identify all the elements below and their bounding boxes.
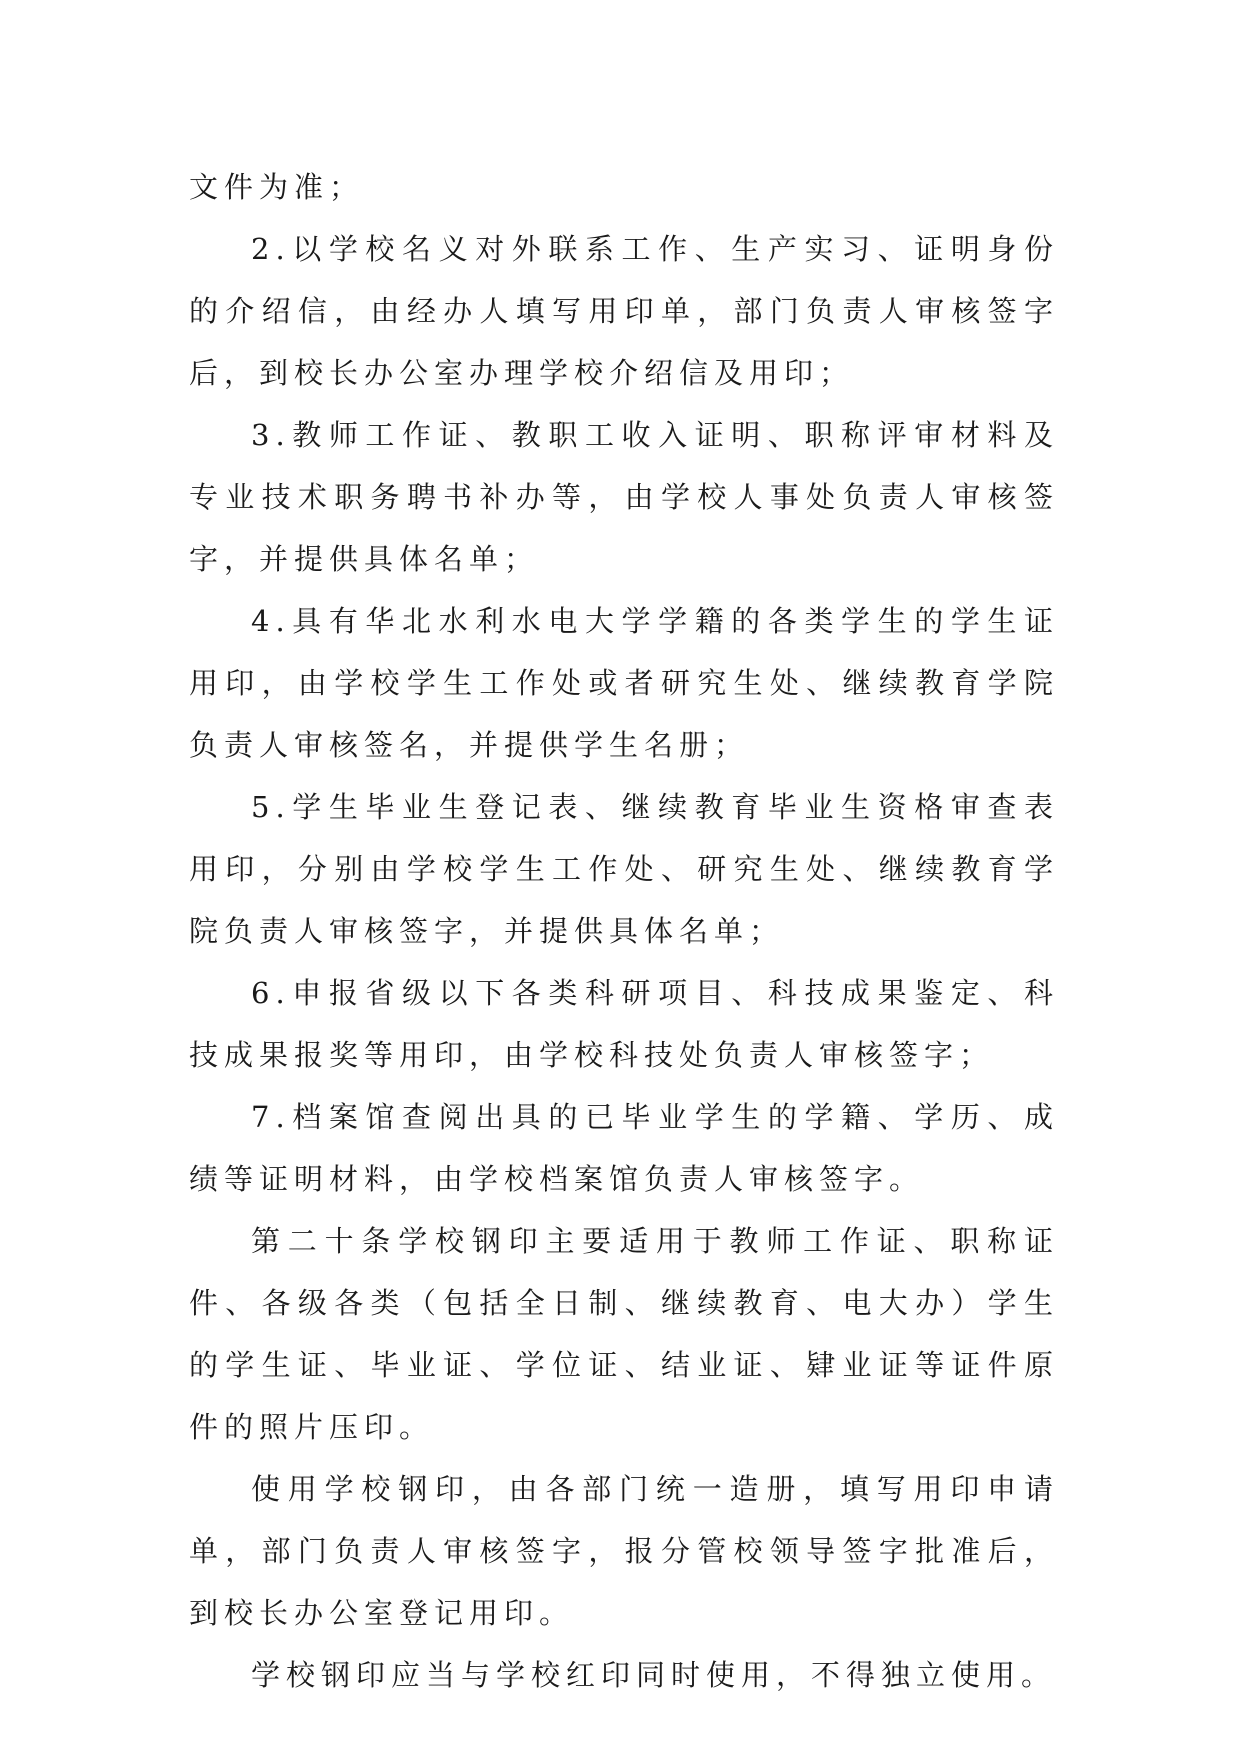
- paragraph-item-6: 6.申报省级以下各类科研项目、科技成果鉴定、科技成果报奖等用印，由学校科技处负责人审核签字；: [189, 976, 1059, 1072]
- paragraph-item-2: 2.以学校名义对外联系工作、生产实习、证明身份的介绍信，由经办人填写用印单，部门负责人审核签字后，到校长办公室办理学校介绍信及用印；: [189, 232, 1059, 390]
- paragraph-item-4: 4.具有华北水利水电大学学籍的各类学生的学生证用印，由学校学生工作处或者研究生处、继续教育学院负责人审核签名，并提供学生名册；: [189, 604, 1059, 762]
- paragraph-article-20: 第二十条学校钢印主要适用于教师工作证、职称证件、各级各类（包括全日制、继续教育、电大办）学生的学生证、毕业证、学位证、结业证、肄业证等证件原件的照片压印。: [189, 1224, 1059, 1444]
- paragraph-item-5: 5.学生毕业生登记表、继续教育毕业生资格审查表用印，分别由学校学生工作处、研究生处、继续教育学院负责人审核签字，并提供具体名单；: [189, 790, 1059, 948]
- document-body: [189, 156, 1059, 1706]
- paragraph-item-7: 7.档案馆查阅出具的已毕业学生的学籍、学历、成绩等证明材料，由学校档案馆负责人审核签字。: [189, 1100, 1059, 1196]
- paragraph-continuation: 文件为准；: [189, 170, 365, 204]
- paragraph-steel-seal-rule: 学校钢印应当与学校红印同时使用，不得独立使用。: [251, 1658, 1057, 1692]
- paragraph-steel-seal-usage: 使用学校钢印，由各部门统一造册，填写用印申请单，部门负责人审核签字，报分管校领导签字批准后，到校长办公室登记用印。: [189, 1472, 1059, 1630]
- paragraph-item-3: 3.教师工作证、教职工收入证明、职称评审材料及专业技术职务聘书补办等，由学校人事处负责人审核签字，并提供具体名单；: [189, 418, 1059, 576]
